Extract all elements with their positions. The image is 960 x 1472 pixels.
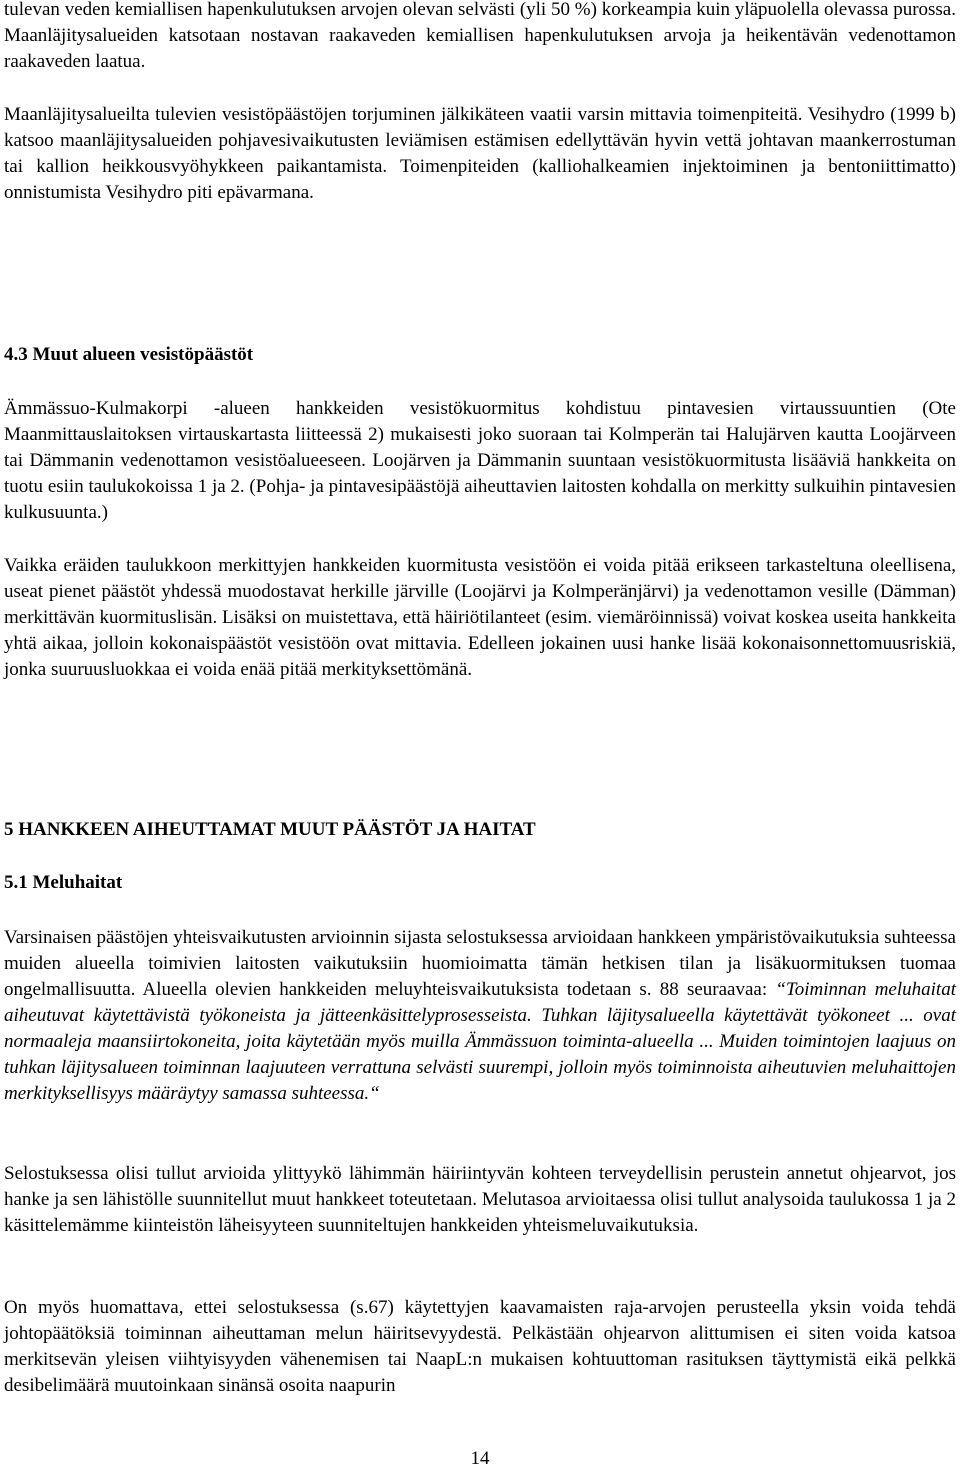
paragraph-continued: tulevan veden kemiallisen hapenkulutuksen arvojen olevan selvästi (yli 50 %) korkeampia kuin yläpuolella olevassa purossa. Maanläjitysalueiden katsotaan nostavan raakaveden kemiallisen hapenkulutuksen arvoja ja heikentävän vedenottamon raakaveden laatua. [4, 0, 956, 72]
paragraph-load: Ämmässuo-Kulmakorpi -alueen hankkeiden vesistökuormitus kohdistuu pintavesien virtaussuuntien (Ote Maanmittauslaitoksen virtauskartasta liitteessä 2) mukaisesti joko suoraan tai Kolmperän tai Halujärven kautta Loojärveen tai Dämmanin vedenottamon vesistöalueeseen. Loojärven ja Dämmanin suuntaan vesistökuormitusta lisääviä hankkeita on tuotu esiin taulukokoissa 1 ja 2. (Pohja- ja pintavesipäästöjä aiheuttavien laitosten kohdalla on merkitty sulkuihin pintavesien kulkusuunta.) [4, 398, 956, 523]
paragraph-noise-quote: “Toiminnan meluhaitat aiheutuvat käytettävistä työkoneista ja jätteenkäsittelyprosesseista. Tuhkan läjitysalueella käytettävät työkoneet ... ovat normaaleja maansiirtokoneita, joita käytetään myös muilla Ämmässuon toiminta-alueella ... Muiden toimintojen laajuus on tuhkan läjitysalueen toiminnan laajuuteen verrattuna selvästi suurempi, jolloin myös toiminnoista aiheutuvien meluhaittojen merkityksellisyys määräytyy samassa suhteessa.“ [4, 979, 956, 1104]
chapter-heading-5: 5 HANKKEEN AIHEUTTAMAT MUUT PÄÄSTÖT JA HAITAT [4, 819, 536, 840]
paragraph-measures: Maanläjitysalueilta tulevien vesistöpäästöjen torjuminen jälkikäteen vaatii varsin mittavia toimenpiteitä. Vesihydro (1999 b) katsoo maanläjitysalueiden pohjavesivaikutusten leviämisen estämisen edellyttävän hyvin vettä johtavan maankerrostuman tai kallion heikkousvyöhykkeen paikantamista. Toimenpiteiden (kalliohalkeamien injektoiminen ja bentoniittimatto) onnistumista Vesihydro piti epävarmana. [4, 104, 956, 203]
paragraph-combined: Vaikka eräiden taulukkoon merkittyjen hankkeiden kuormitusta vesistöön ei voida pitää erikseen tarkasteltuna oleellisena, useat pienet päästöt yhdessä muodostavat herkille järville (Loojärvi ja Kolmperänjärvi) ja vedenottamon vesille (Dämman) merkittävän kuormituslisän. Lisäksi on muistettava, että häiriötilanteet (esim. viemäröinnissä) voivat koskea useita hankkeita yhtä aikaa, jolloin kokonaispäästöt vesistöön ovat mittavia. Edelleen jokainen uusi hanke lisää kokonaisonnettomuusriskiä, jonka suuruusluokkaa ei voida enää pitää merkityksettömänä. [4, 555, 956, 680]
section-heading-4-3: 4.3 Muut alueen vesistöpäästöt [4, 344, 254, 365]
paragraph-guideline: On myös huomattava, ettei selostuksessa (s.67) käytettyjen kaavamaisten raja-arvojen perusteella yksin voida tehdä johtopäätöksiä toiminnan aiheuttaman melun häiritsevyydestä. Pelkästään ohjearvon alittumisen ei siten voida katsoa merkitsevän yleisen viihtyisyyden vähenemisen tai NaapL:n mukaisen kohtuuttoman rasituksen täyttymistä eikä pelkkä desibelimäärä muutoinkaan sinänsä osoita naapurin [4, 1297, 956, 1396]
paragraph-noise-intro: Varsinaisen päästöjen yhteisvaikutusten arvioinnin sijasta selostuksessa arvioidaan hankkeen ympäristövaikutuksia suhteessa muiden alueella toimivien laitosten vaikutuksiin huomioimatta tämän hetkisen tilan ja lisäkuormituksen tuomaa ongelmallisuutta. Alueella olevien hankkeiden meluyhteisvaikutuksista todetaan s. 88 seuraavaa: [4, 927, 956, 1000]
paragraph-noise [4, 925, 956, 1107]
section-heading-5-1: 5.1 Meluhaitat [4, 872, 123, 893]
page-number: 14 [470, 1448, 490, 1469]
paragraph-limits: Selostuksessa olisi tullut arvioida ylittyykö lähimmän häiriintyvän kohteen terveydellisin perustein annetut ohjearvot, jos hanke ja sen lähistölle suunnitellut muut hankkeet toteutetaan. Melutasoa arvioitaessa olisi tullut analysoida taulukossa 1 ja 2 käsittelemämme kiinteistön läheisyyteen suunniteltujen hankkeiden yhteismeluvaikutuksia. [4, 1163, 956, 1236]
